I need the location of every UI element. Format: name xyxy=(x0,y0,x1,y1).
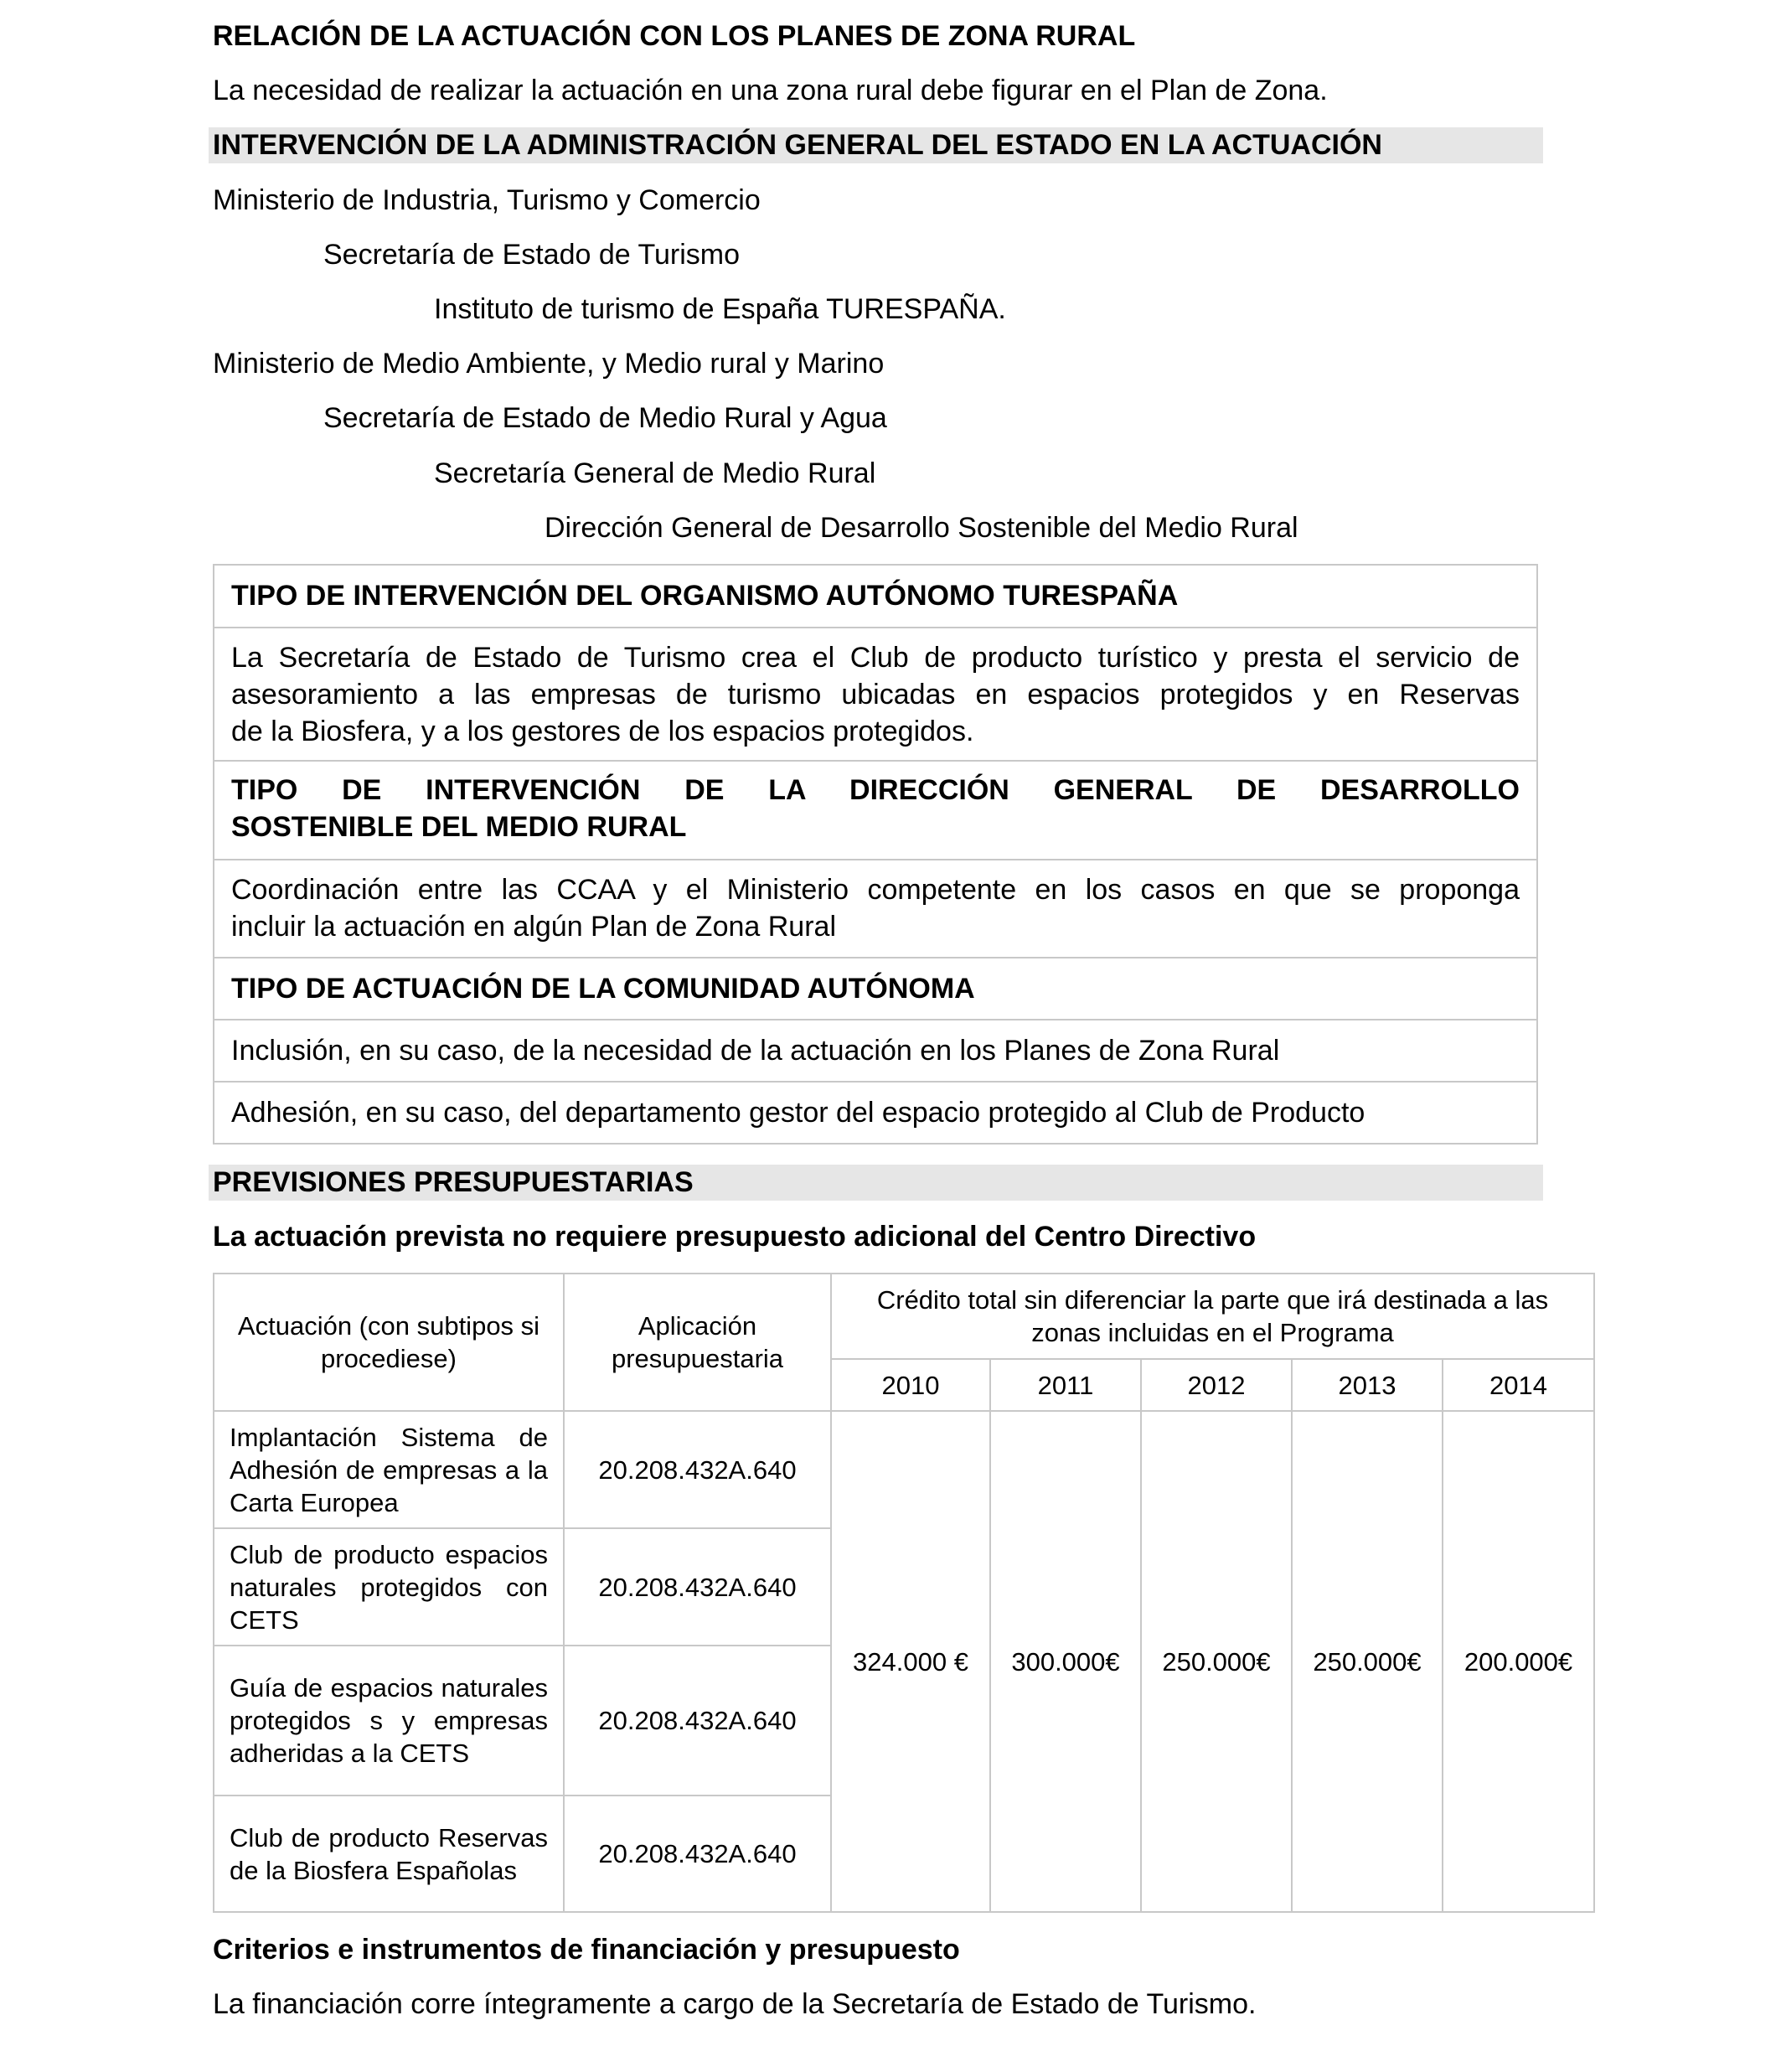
org-sg-medio-rural: Secretaría General de Medio Rural xyxy=(434,457,876,489)
box-paragraph-adhesion: Adhesión, en su caso, del departamento gestor del espacio protegido al Club de Producto xyxy=(214,1081,1536,1143)
intervencion-title: INTERVENCIÓN DE LA ADMINISTRACIÓN GENERAL DEL ESTADO EN LA ACTUACIÓN xyxy=(213,129,1382,161)
header-aplicacion: Aplicación presupuestaria xyxy=(564,1274,831,1411)
org-turespana: Instituto de turismo de España TURESPAÑA. xyxy=(434,293,1006,325)
box-heading-turespana: TIPO DE INTERVENCIÓN DEL ORGANISMO AUTÓNOMO TURESPAÑA xyxy=(231,580,1179,612)
box-p2-line-2: incluir la actuación en algún Plan de Zona Rural xyxy=(231,911,837,943)
no-presupuesto-text: La actuación prevista no requiere presupuesto adicional del Centro Directivo xyxy=(213,1221,1257,1253)
org-se-medio-rural: Secretaría de Estado de Medio Rural y Agua xyxy=(323,402,887,434)
budget-table xyxy=(213,1273,1595,1913)
year-cell: 2010 xyxy=(831,1359,990,1411)
org-ministerio-industria: Ministerio de Industria, Turismo y Comercio xyxy=(213,184,761,216)
box-h2-line-1: TIPO DE INTERVENCIÓN DE LA DIRECCIÓN GENERAL DE DESARROLLO xyxy=(231,774,1520,806)
box-p2-line-1: Coordinación entre las CCAA y el Ministerio competente en los casos en que se proponga xyxy=(231,874,1520,906)
table-row xyxy=(214,1411,1594,1528)
intervention-box xyxy=(213,564,1538,1145)
header-credito: Crédito total sin diferenciar la parte que irá destinada a las zonas incluidas en el Programa xyxy=(831,1274,1594,1359)
org-dg-desarrollo: Dirección General de Desarrollo Sostenible del Medio Rural xyxy=(545,512,1298,544)
box-heading-ccaa: TIPO DE ACTUACIÓN DE LA COMUNIDAD AUTÓNOMA xyxy=(214,957,1536,1019)
box-paragraph-planes: Inclusión, en su caso, de la necesidad de la actuación en los Planes de Zona Rural xyxy=(214,1019,1536,1081)
amount-cell: 324.000 € xyxy=(831,1411,990,1912)
box-h2-line-2: SOSTENIBLE DEL MEDIO RURAL xyxy=(231,811,687,843)
previsiones-title: PREVISIONES PRESUPUESTARIAS xyxy=(213,1166,694,1198)
aplicacion-cell: 20.208.432A.640 xyxy=(564,1411,831,1528)
aplicacion-cell: 20.208.432A.640 xyxy=(564,1528,831,1646)
amount-cell: 300.000€ xyxy=(990,1411,1141,1912)
amount-cell: 200.000€ xyxy=(1443,1411,1594,1912)
aplicacion-cell: 20.208.432A.640 xyxy=(564,1796,831,1912)
box-paragraph-turespana xyxy=(214,627,1536,760)
box-p1-line-1: La Secretaría de Estado de Turismo crea el Club de producto turístico y presta el servicio de xyxy=(231,642,1520,674)
budget-header-row xyxy=(214,1274,1594,1359)
amount-cell: 250.000€ xyxy=(1141,1411,1292,1912)
box-p1-line-3: de la Biosfera, y a los gestores de los espacios protegidos. xyxy=(231,716,974,747)
box-paragraph-dg-desarrollo xyxy=(214,859,1536,957)
box-p1-line-2: asesoramiento a las empresas de turismo ubicadas en espacios protegidos y en Reservas xyxy=(231,679,1520,710)
year-cell: 2014 xyxy=(1443,1359,1594,1411)
criterios-title: Criterios e instrumentos de financiación y presupuesto xyxy=(213,1934,960,1966)
aplicacion-cell: 20.208.432A.640 xyxy=(564,1646,831,1796)
year-cell: 2011 xyxy=(990,1359,1141,1411)
year-cell: 2013 xyxy=(1292,1359,1443,1411)
org-se-turismo: Secretaría de Estado de Turismo xyxy=(323,239,741,271)
year-cell: 2012 xyxy=(1141,1359,1292,1411)
relacion-text: La necesidad de realizar la actuación en una zona rural debe figurar en el Plan de Zona. xyxy=(213,75,1328,106)
actuacion-cell: Club de producto Reservas de la Biosfera Españolas xyxy=(214,1796,564,1912)
amount-cell: 250.000€ xyxy=(1292,1411,1443,1912)
relacion-title: RELACIÓN DE LA ACTUACIÓN CON LOS PLANES DE ZONA RURAL xyxy=(213,20,1136,52)
actuacion-cell: Implantación Sistema de Adhesión de empresas a la Carta Europea xyxy=(214,1411,564,1528)
actuacion-cell: Guía de espacios naturales protegidos s y empresas adheridas a la CETS xyxy=(214,1646,564,1796)
header-actuacion: Actuación (con subtipos si procediese) xyxy=(214,1274,564,1411)
criterios-text: La financiación corre íntegramente a cargo de la Secretaría de Estado de Turismo. xyxy=(213,1988,1257,2020)
org-ministerio-medio-ambiente: Ministerio de Medio Ambiente, y Medio rural y Marino xyxy=(213,348,885,380)
actuacion-cell: Club de producto espacios naturales protegidos con CETS xyxy=(214,1528,564,1646)
box-heading-dg-desarrollo xyxy=(214,760,1536,859)
